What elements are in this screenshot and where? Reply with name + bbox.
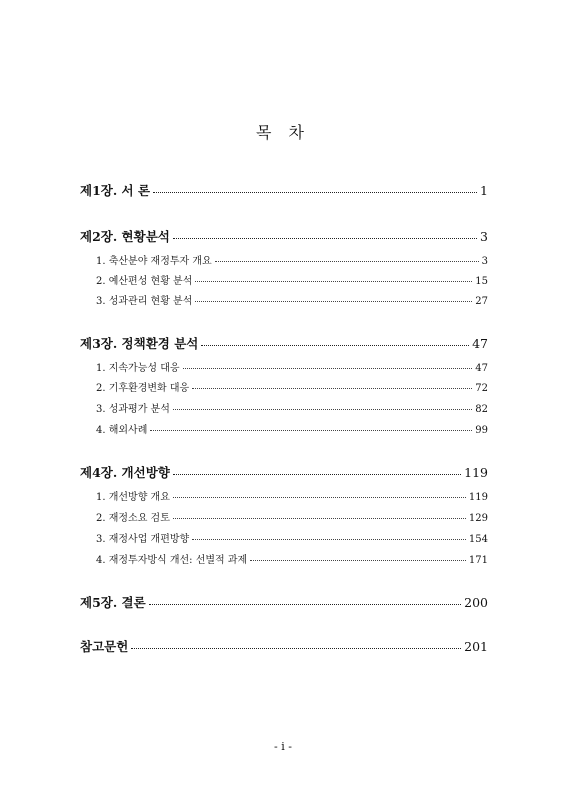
item-page-number: 72 bbox=[475, 383, 488, 394]
chapter-label: 참고문헌 bbox=[80, 639, 129, 654]
item-page-number: 154 bbox=[468, 534, 488, 545]
dot-leader bbox=[173, 238, 477, 239]
chapter-page-number: 200 bbox=[464, 595, 488, 610]
chapter-label: 제4장. 개선방향 bbox=[80, 465, 170, 480]
toc-item[interactable] bbox=[80, 509, 488, 524]
toc-item[interactable] bbox=[80, 421, 488, 436]
toc-item[interactable] bbox=[80, 530, 488, 545]
chapter-page-number: 3 bbox=[480, 229, 488, 244]
chapter-page-number: 119 bbox=[464, 465, 488, 480]
item-label: 4. 해외사례 bbox=[96, 425, 148, 436]
toc-chapter-1[interactable] bbox=[80, 181, 488, 199]
dot-leader bbox=[173, 474, 461, 475]
dot-leader bbox=[183, 368, 473, 369]
toc-chapter-5[interactable] bbox=[80, 593, 488, 611]
item-page-number: 47 bbox=[475, 363, 488, 374]
item-page-number: 171 bbox=[468, 555, 488, 566]
dot-leader bbox=[153, 192, 477, 193]
toc-title: 목 차 bbox=[256, 123, 310, 142]
toc-chapter-3[interactable] bbox=[80, 334, 488, 352]
item-page-number: 99 bbox=[475, 425, 488, 436]
item-label: 1. 개선방향 개요 bbox=[96, 492, 170, 503]
toc-references[interactable] bbox=[80, 637, 488, 655]
toc-item[interactable] bbox=[80, 272, 488, 287]
toc-item[interactable] bbox=[80, 359, 488, 374]
chapter-label: 제2장. 현황분석 bbox=[80, 229, 170, 244]
dot-leader bbox=[173, 409, 472, 410]
item-label: 3. 성과평가 분석 bbox=[96, 404, 170, 415]
dot-leader bbox=[201, 345, 469, 346]
item-label: 2. 예산편성 현황 분석 bbox=[96, 276, 193, 287]
dot-leader bbox=[192, 388, 472, 389]
item-page-number: 15 bbox=[475, 276, 488, 287]
page-footer-number: - i - bbox=[274, 740, 292, 753]
dot-leader bbox=[149, 604, 461, 605]
dot-leader bbox=[215, 261, 479, 262]
item-page-number: 82 bbox=[475, 404, 488, 415]
item-page-number: 129 bbox=[468, 513, 488, 524]
item-page-number: 3 bbox=[481, 256, 488, 267]
dot-leader bbox=[150, 430, 472, 431]
chapter-page-number: 1 bbox=[480, 183, 488, 198]
toc-item[interactable] bbox=[80, 551, 488, 566]
item-label: 3. 성과관리 현황 분석 bbox=[96, 296, 193, 307]
toc-item[interactable] bbox=[80, 252, 488, 267]
chapter-label: 제5장. 결론 bbox=[80, 595, 146, 610]
item-label: 2. 재정소요 검토 bbox=[96, 513, 170, 524]
toc-chapter-4[interactable] bbox=[80, 463, 488, 481]
item-label: 1. 축산분야 재정투자 개요 bbox=[96, 256, 212, 267]
toc-item[interactable] bbox=[80, 400, 488, 415]
item-label: 2. 기후환경변화 대응 bbox=[96, 383, 190, 394]
chapter-page-number: 201 bbox=[464, 639, 488, 654]
item-page-number: 27 bbox=[475, 296, 488, 307]
item-label: 3. 재정사업 개편방향 bbox=[96, 534, 190, 545]
chapter-label: 제3장. 정책환경 분석 bbox=[80, 336, 199, 351]
toc-chapter-2[interactable] bbox=[80, 227, 488, 245]
toc-item[interactable] bbox=[80, 292, 488, 307]
dot-leader bbox=[195, 281, 472, 282]
item-label: 1. 지속가능성 대응 bbox=[96, 363, 180, 374]
chapter-label: 제1장. 서 론 bbox=[80, 183, 151, 198]
toc-item[interactable] bbox=[80, 379, 488, 394]
dot-leader bbox=[192, 539, 466, 540]
dot-leader bbox=[173, 518, 466, 519]
item-page-number: 119 bbox=[468, 492, 488, 503]
dot-leader bbox=[195, 301, 472, 302]
item-label: 4. 재정투자방식 개선: 선별적 과제 bbox=[96, 555, 248, 566]
dot-leader bbox=[173, 497, 466, 498]
dot-leader bbox=[250, 560, 466, 561]
toc-item[interactable] bbox=[80, 488, 488, 503]
chapter-page-number: 47 bbox=[472, 336, 488, 351]
dot-leader bbox=[131, 648, 461, 649]
